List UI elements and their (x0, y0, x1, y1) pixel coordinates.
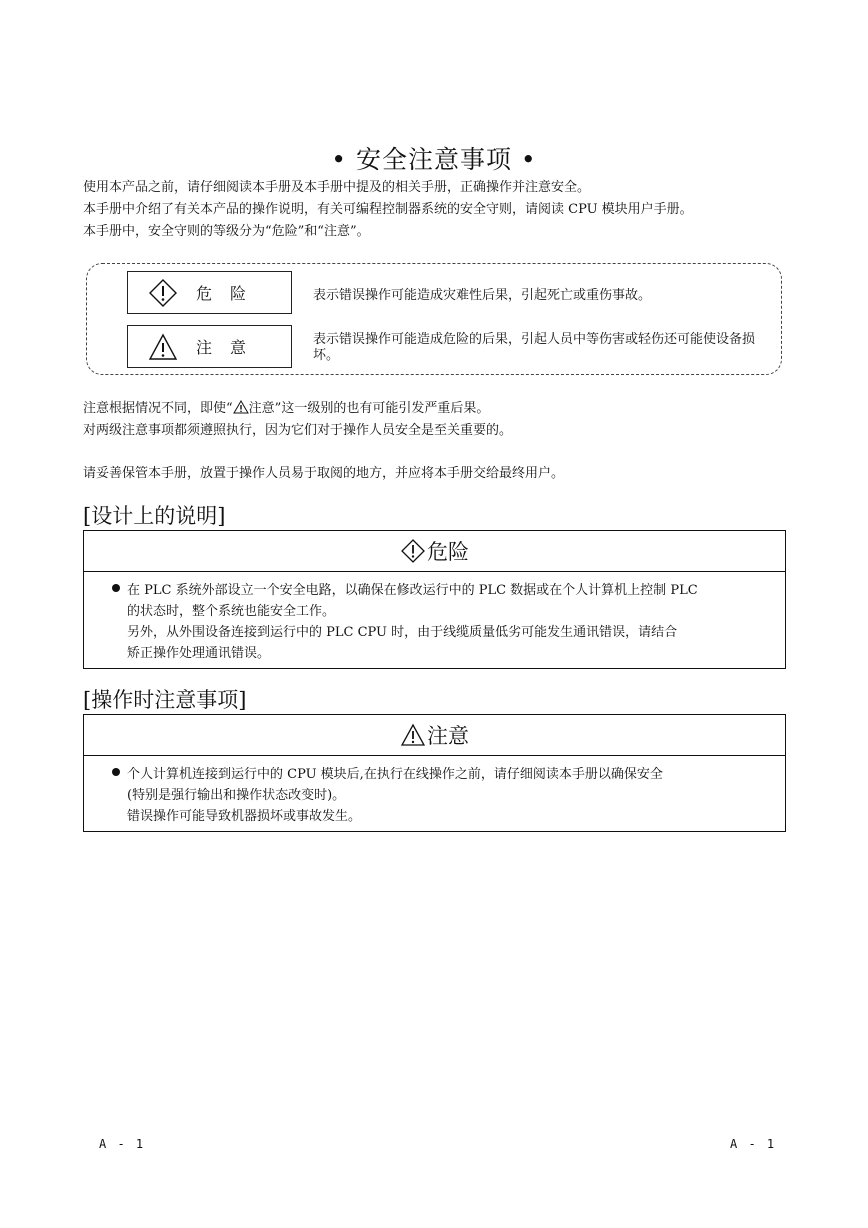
operation-caution-content (84, 756, 785, 831)
design-line-4: 矫正操作处理通讯错误。 (127, 646, 271, 661)
intro-line-2: 本手册中介绍了有关本产品的操作说明，有关可编程控制器系统的安全守则，请阅读 CPU 模块用户手册。 (83, 202, 693, 217)
caution-symbol-box (127, 325, 292, 368)
footer-page-number-left: A - 1 (99, 1137, 146, 1151)
inline-caution-icon (233, 400, 249, 414)
danger-label: 危险 (196, 284, 265, 303)
design-danger-title: 危险 (427, 540, 469, 564)
operation-caution-title: 注意 (427, 724, 469, 748)
caution-triangle-icon (148, 332, 178, 362)
design-line-3: 另外，从外围设备连接到运行中的 PLC CPU 时，由于线缆质量低劣可能发生通讯错误，请结合 (127, 625, 678, 640)
note-line-2: 对两级注意事项都须遵照执行，因为它们对于操作人员安全是至关重要的。 (83, 423, 513, 438)
design-danger-header (84, 531, 785, 572)
caution-triangle-icon (400, 722, 426, 748)
caution-label: 注意 (196, 338, 265, 357)
note-line-1 (83, 398, 489, 419)
operation-line-1: 个人计算机连接到运行中的 CPU 模块后,在执行在线操作之前，请仔细阅读本手册以确保安全 (127, 767, 663, 782)
operation-section-heading: [操作时注意事项] (83, 688, 247, 712)
operation-line-2: (特别是强行输出和操作状态改变时)。 (127, 788, 346, 803)
note-line-3: 请妥善保管本手册，放置于操作人员易于取阅的地方，并应将本手册交给最终用户。 (83, 466, 565, 481)
design-danger-content (84, 572, 785, 668)
intro-line-1: 使用本产品之前，请仔细阅读本手册及本手册中提及的相关手册，正确操作并注意安全。 (83, 180, 591, 195)
design-line-2: 的状态时，整个系统也能安全工作。 (127, 604, 336, 619)
footer-page-number-right: A - 1 (730, 1137, 777, 1151)
note-line-1-pre: 注意根据情况不同，即使“ (83, 401, 233, 416)
note-line-1-post: ”这一级别的也有可能引发严重后果。 (274, 401, 490, 416)
operation-caution-box (83, 714, 786, 832)
operation-caution-header (84, 715, 785, 756)
note-line-1-mid: 注意 (248, 401, 275, 416)
danger-symbol-box (127, 271, 292, 314)
bullet-icon (112, 768, 120, 776)
page-title: • 安全注意事项 • (331, 145, 537, 174)
bullet-icon (112, 584, 120, 592)
danger-diamond-icon (148, 278, 178, 308)
danger-diamond-icon (400, 538, 426, 564)
operation-line-3: 错误操作可能导致机器损坏或事故发生。 (127, 809, 362, 824)
caution-description: 表示错误操作可能造成危险的后果，引起人员中等伤害或轻伤还可能使设备损坏。 (313, 332, 756, 363)
design-danger-box (83, 530, 786, 669)
legend-box (86, 263, 782, 375)
danger-description: 表示错误操作可能造成灾难性后果，引起死亡或重伤事故。 (313, 288, 652, 303)
intro-line-3: 本手册中，安全守则的等级分为“危险”和“注意”。 (83, 224, 370, 239)
design-section-heading: [设计上的说明] (83, 504, 226, 528)
design-line-1: 在 PLC 系统外部设立一个安全电路，以确保在修改运行中的 PLC 数据或在个人计算机上控制 PLC (127, 583, 698, 598)
